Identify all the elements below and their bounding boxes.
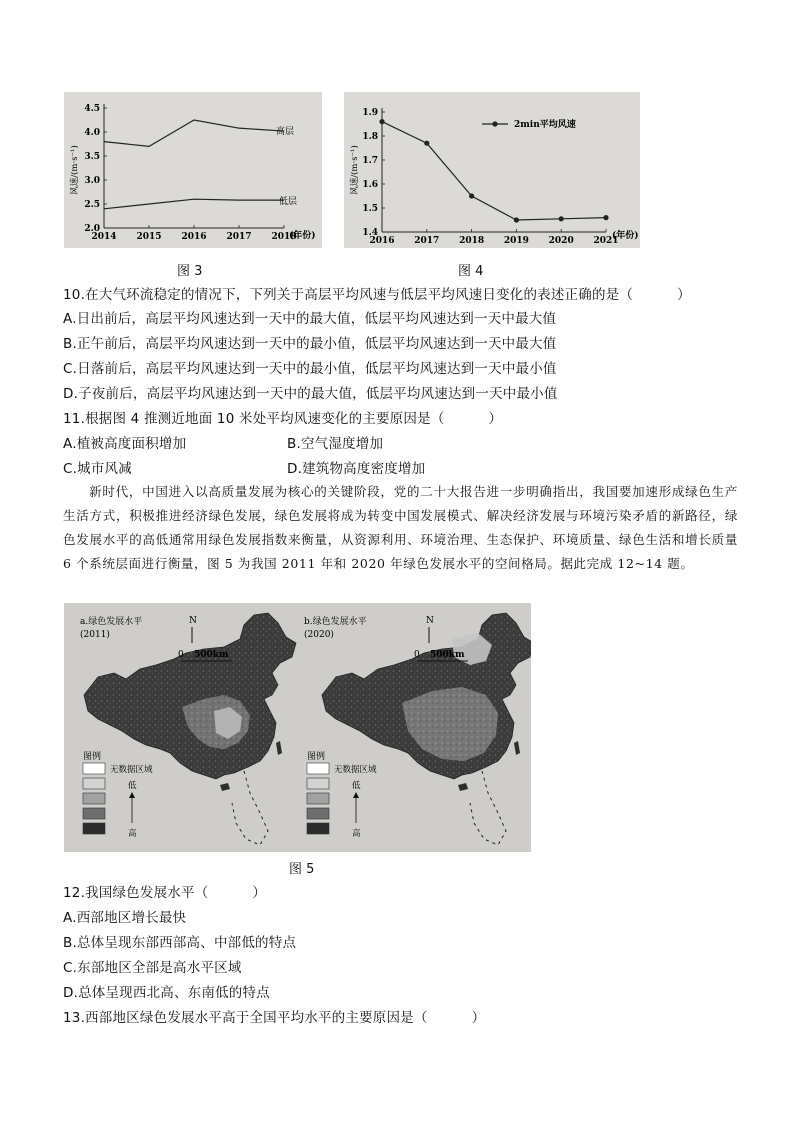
figure-4-chart [344,92,640,248]
passage: 新时代，中国进入以高质量发展为核心的关键阶段，党的二十大报告进一步明确指出，我国要加速形成绿色生产生活方式，积极推进经济绿色发展，绿色发展将成为转变中国发展模式、解决经济发展与环境污染矛盾的新路径，绿色发展水平的高低通常用绿色发展指数来衡量，从资源利用、环境治理、生态保护、环境质量、绿色生活和增长质量 6 个系统层面进行衡量，图 5 为我国 2011 年和 2020 年绿色发展水平的空间格局。据此完成 12~14 题。 [63,484,738,571]
map-b-legend-nodata: 无数据区域 [334,765,377,775]
fig4-series-0-point-4 [559,216,564,221]
fig3-xtick-label-2: 2016 [181,232,207,242]
fig3-ytick-label-3: 3.5 [84,152,100,162]
q10-option-b: B.正午前后，高层平均风速达到一天中的最小值，低层平均风速达到一天中最大值 [63,336,557,352]
map-a [80,613,296,845]
map-a-south-sea-dashes [232,771,268,845]
map-b-legend-swatch-0 [307,763,329,774]
figure-5 [64,603,531,852]
fig3-ytick-label-1: 2.5 [84,200,100,210]
fig3-series-0-line [104,120,284,146]
fig4-xtick-label-4: 2020 [548,236,574,246]
q12-option-b: B.总体呈现东部西部高、中部低的特点 [63,935,297,951]
q10-stem: 10.在大气环流稳定的情况下，下列关于高层平均风速与低层平均风速日变化的表述正确的是（ ） [63,287,691,303]
map-b-scale-label: 500km [430,650,465,660]
map-a-legend-low: 低 [128,781,137,791]
map-a-scale-zero: 0 [178,650,184,660]
fig4-series-0-point-1 [424,141,429,146]
map-b-scale-zero: 0 [414,650,420,660]
map-a-year: (2011) [80,630,110,640]
fig4-ytick-label-5: 1.9 [362,108,378,118]
fig3-ytick-label-2: 3.0 [84,176,100,186]
map-a-north-label: N [189,616,197,626]
fig4-ytick-label-3: 1.7 [362,156,378,166]
fig3-label-low: 低层 [279,197,298,207]
map-b-taiwan [514,741,520,755]
map-a-legend-swatch-1 [83,778,105,789]
fig4-series-0-point-3 [514,217,519,222]
fig4-ytick-label-0: 1.4 [362,228,378,238]
fig4-xtick-label-5: 2021 [593,236,619,246]
fig3-xtick-label-0: 2014 [91,232,117,242]
map-a-legend-swatch-0 [83,763,105,774]
q10-option-c: C.日落前后，高层平均风速达到一天中的最小值，低层平均风速达到一天中最小值 [63,361,557,377]
map-b-title: b.绿色发展水平 [304,617,367,627]
q10-option-a: A.日出前后，高层平均风速达到一天中的最大值，低层平均风速达到一天中最大值 [63,311,557,327]
map-b-legend-title: 图例 [307,752,326,762]
fig4-xtick-label-0: 2016 [369,236,395,246]
fig4-ylabel: 风速/(m·s⁻¹) [350,145,360,195]
map-a-legend-arrowhead [129,792,135,798]
fig3-xtick-label-3: 2017 [226,232,252,242]
fig4-series-0-point-0 [379,119,384,124]
q10-option-d: D.子夜前后，高层平均风速达到一天中的最大值，低层平均风速达到一天中最小值 [63,386,558,402]
fig4-xtick-label-1: 2017 [414,236,440,246]
q13-stem: 13.西部地区绿色发展水平高于全国平均水平的主要原因是（ ） [63,1010,486,1026]
fig3-label-high: 高层 [276,127,295,137]
figure-4-caption: 图 4 [458,264,484,279]
fig4-ytick-label-2: 1.6 [362,180,378,190]
map-b-legend-swatch-4 [307,823,329,834]
q11-option-a: A.植被高度面积增加 [63,436,187,452]
map-a-china-shape [84,613,296,779]
figure-5-caption: 图 5 [289,862,315,877]
figure-3-caption: 图 3 [177,264,203,279]
figure-3 [64,92,322,248]
fig4-series-0-point-5 [603,215,608,220]
fig4-series-0-line [382,122,606,220]
map-a-legend-swatch-2 [83,793,105,804]
map-a-hainan [220,783,230,791]
map-a-legend-swatch-4 [83,823,105,834]
q12-option-d: D.总体呈现西北高、东南低的特点 [63,985,270,1001]
map-b-legend-high: 高 [352,829,361,839]
map-b-legend-arrowhead [353,792,359,798]
map-a-legend-nodata: 无数据区域 [110,765,153,775]
map-a-legend-title: 图例 [83,752,102,762]
fig3-ytick-label-5: 4.5 [84,104,100,114]
q11-stem: 11.根据图 4 推测近地面 10 米处平均风速变化的主要原因是（ ） [63,411,503,427]
q11-option-c: C.城市风减 [63,461,132,477]
map-b-legend-swatch-1 [307,778,329,789]
q11-option-b: B.空气湿度增加 [287,436,384,452]
map-a-scale-label: 500km [194,650,229,660]
map-b-legend-swatch-2 [307,793,329,804]
fig3-ytick-label-0: 2.0 [84,224,100,234]
fig4-xtick-label-3: 2019 [503,236,529,246]
fig3-xtick-label-4: 2018 [271,232,297,242]
figure-3-chart [64,92,322,248]
q12-stem: 12.我国绿色发展水平（ ） [63,885,267,901]
map-b-year: (2020) [304,630,334,640]
figure-4 [344,92,640,248]
fig4-legend-label: 2min平均风速 [514,120,576,130]
q12-option-c: C.东部地区全部是高水平区域 [63,960,242,976]
map-a-title: a.绿色发展水平 [80,617,143,627]
map-b-hainan [458,783,468,791]
q12-option-a: A.西部地区增长最快 [63,910,187,926]
fig4-xtick-label-2: 2018 [459,236,485,246]
fig4-xunit: (年份) [612,231,639,241]
fig4-ytick-label-4: 1.8 [362,132,378,142]
fig3-xunit: (年份) [289,231,316,241]
map-b [304,613,531,845]
figure-5-maps [64,603,531,852]
fig4-ytick-label-1: 1.5 [362,204,378,214]
fig4-series-0-point-2 [469,193,474,198]
map-b-legend-low: 低 [352,781,361,791]
fig3-series-1-line [104,199,284,209]
map-b-south-sea-dashes [470,771,506,845]
fig3-ytick-label-4: 4.0 [84,128,100,138]
map-a-legend-swatch-3 [83,808,105,819]
q11-option-d: D.建筑物高度密度增加 [287,461,426,477]
map-a-legend-high: 高 [128,829,137,839]
fig3-ylabel: 风速/(m·s⁻¹) [70,145,80,195]
map-b-legend-swatch-3 [307,808,329,819]
map-a-taiwan [276,741,282,755]
map-b-north-label: N [426,616,434,626]
fig3-xtick-label-1: 2015 [136,232,162,242]
fig4-legend-marker [492,121,497,126]
